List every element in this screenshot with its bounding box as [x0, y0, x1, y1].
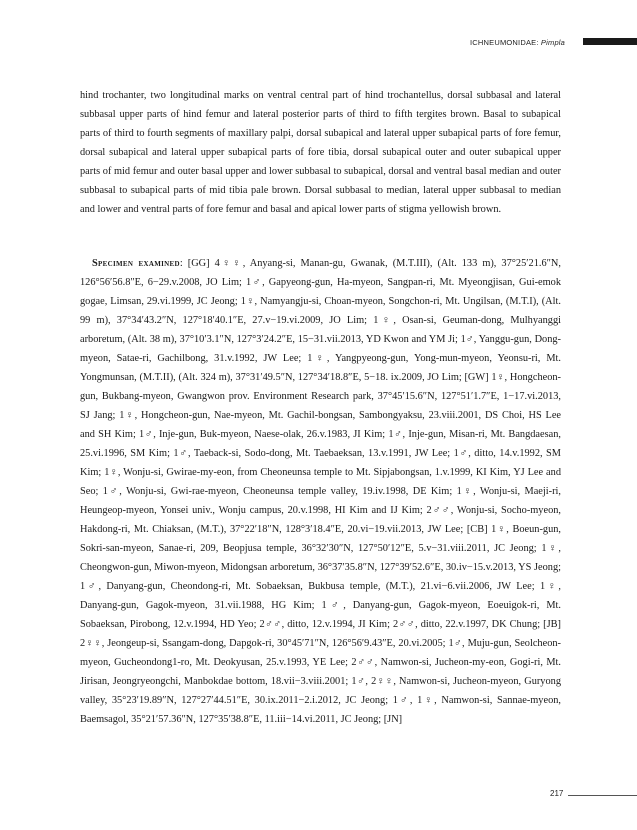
- page-number: 217: [550, 789, 564, 798]
- specimens-text: [80, 254, 561, 729]
- running-header-text: [470, 38, 565, 47]
- header-family: ICHNEUMONIDAE:: [470, 37, 541, 47]
- specimens-list: : [GG] 4♀♀, Anyang-si, Manan-gu, Gwanak, (M.T.III), (Alt. 133 m), 37°25′21.6″N, 126°56′56.8″E, 6−29.v.2008, JO Lim; 1♂, Gapyeong-gun, Ha-myeon, Sangpan-ri, Mt. Myeongjisan, Gui-emok gogae, Limsan, 29.vi.1999, JC Jeong; 1♀, Namyangju-si, Choan-myeon, Songchon-ri, Mt. Ungilsan, (M.T.I), (Alt. 99 m), 37°34′43.2″N, 127°18′40.1″E, 27.v−19.vi.2009, JO Lim; 1♀, Osan-si, Geuman-dong, Mulhyanggi arboretum, (Alt. 38 m), 37°10′3.1″N, 127°3′24.2″E, 15−31.vii.2013, YD Kwon and YM Ji; 1♂, Yanggu-gun, Dong-myeon, Satae-ri, Gachilbong, 31.v.1992, JW Lee; 1♀, Yangpyeong-gun, Yong-mun-myeon, Yeonsu-ri, Mt. Yongmunsan, (M.T.II), (Alt. 324 m), 37°31′49.5″N, 127°34′18.8″E, 5−18. ix.2009, JO Lim; [GW] 1♀, Hongcheon-gun, Bukbang-myeon, Gwangwon prov. Environment Research park, 37°45′15.6″N, 127°51′1.7″E, 1−17.vi.2013, SJ Jang; 1♀, Hongcheon-gun, Nae-myeon, Mt. Gachil-bongsan, Sambongyaksu, 23.viii.2001, DS Choi, HS Lee and SH Kim; 1♂, Inje-gun, Buk-myeon, Naese-olak, 26.v.1983, JI Kim; 1♂, Inje-gun, Misan-ri, Mt. Bangdaesan, 25.vi.1996, SM Kim; 1♂, Taeback-si, Sodo-dong, Mt. Taebaeksan, 13.v.1991, JW Lee; 1♂, ditto, 14.v.1992, SM Kim; 1♀, Wonju-si, Gwirae-my-eon, from Cheoneunsa temple to Mt. Sipjabongsan, 1.v.1999, KI Kim, YJ Lee and Seo; 1♂, Wonju-si, Gwi-rae-myeon, Cheoneunsa temple valley, 19.iv.1998, DE Kim; 1♀, Wonju-si, Maeji-ri, Heungeop-myeon, Yonsei univ., Wonju campus, 20.v.1998, HI Kim and IJ Kim; 2♂♂, Wonju-si, Socho-myeon, Hakdong-ri, Mt. Chiaksan, (M.T.), 37°22′18″N, 128°3′18.4″E, 20.vi−19.vii.2013, JW Lee; [CB] 1♀, Boeun-gun, Sokri-san-myeon, Sanae-ri, 209, Beopjusa temple, 36°32′30″N, 127°50′12″E, 5.v−31.viii.2011, JC Jeong; 1♀, Cheongwon-gun, Miwon-myeon, Midongsan arboretum, 36°37′35.8″N, 127°39′52.6″E, 30.iv−15.v.2013, YS Jeong; 1♂, Danyang-gun, Cheondong-ri, Mt. Sobaeksan, Bukbusa temple, (M.T.), 21.vi−6.vii.2006, JW Lee; 1♀, Danyang-gun, Gagok-myeon, 31.vii.1988, HG Kim; 1♂, Danyang-gun, Gagok-myeon, Eoeuigok-ri, Mt. Sobaeksan, Pirobong, 12.v.1994, HD Yeo; 2♂♂, ditto, 12.v.1994, JI Kim; 2♂♂, ditto, 22.v.1997, DK Chung; [JB] 2♀♀, Jeongeup-si, Ssangam-dong, Dapgok-ri, 30°45′71″N, 126°56′9.43″E, 20.vi.2005; 1♂, Muju-gun, Seolcheon-myeon, Gucheondong1-ro, Mt. Deokyusan, 25.v.1993, YE Lee; 2♂♂, Namwon-si, Jucheon-my-eon, Gogi-ri, Mt. Jirisan, Jeongryeongchi, Manbokdae bottom, 18.vii−3.viii.2001; 1♂, 2♀♀, Namwon-si, Jucheon-myeon, Guryong valley, 35°23′19.89″N, 127°27′44.51″E, 30.ix.2011−2.i.2012, JC Jeong; 1♂, 1♀, Namwon-si, Sannae-myeon, Baemsagol, 35°21′57.36″N, 127°35′38.8″E, 11.iii−14.vi.2011, JC Jeong; [JN]: [80, 258, 561, 725]
- specimens-label: Specimen examined: [92, 258, 180, 269]
- header-bar: [583, 38, 637, 45]
- description-text: hind trochanter, two longitudinal marks on ventral central part of hind trochantellus, dorsal subbasal and lateral subbasal upper parts of hind femur and lateral posterior parts of third to fifth tergites brown. Basal to subapical parts of third to fourth segments of maxillary palpi, dorsal subapical and lateral upper subapical parts of fore femur, dorsal subapical and lateral upper subapical parts of fore tibia, dorsal subapical outer and outer subapical upper parts of mid femur and outer basal upper and lower subbasal to subapical, dorsal and ventral basal median and outer subbasal to subapical parts of mid tibia pale brown. Dorsal subbasal to median, lateral upper subbasal to median and lower and ventral parts of fore femur and basal and apical lower parts of stigma yellowish brown.: [80, 90, 561, 215]
- header-genus: Pimpla: [540, 37, 566, 47]
- running-header: [470, 36, 565, 48]
- description-paragraph: [80, 86, 561, 219]
- specimens-paragraph: [80, 254, 561, 729]
- footer-rule: [568, 795, 637, 796]
